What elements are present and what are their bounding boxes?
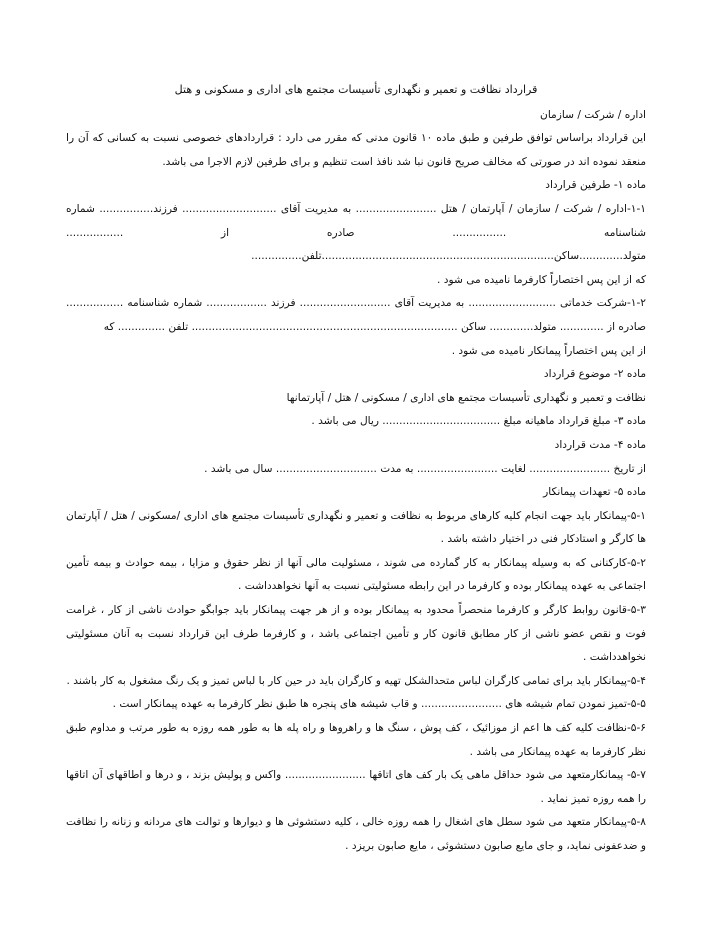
- clause-5-4: ۵-۴-پیمانکار باید برای تمامی کارگران لباس متحدالشکل تهیه و کارگران باید در حین کار با لباس تمیز و یک رنگ مشغول به کار باشند .: [66, 674, 646, 687]
- article-2-heading: ماده ۲- موضوع قرارداد: [543, 368, 646, 381]
- clause-5-5: ۵-۵-تمیز نمودن تمام شیشه های ........................ و قاب شیشه های پنجره ها طبق نظر کارفرما به عهده پیمانکار است .: [112, 698, 646, 711]
- clause-5-3: ۵-۳-قانون روابط کارگر و کارفرما منحصراً محدود به پیمانکار بوده و از هر جهت پیمانکار باید جوابگو حوادث ناشی از کار ، غرامت فوت و نقص عضو ناشی از کار مطابق قانون کار و تأمین اجتماعی باشد ، و کارفرما طرف این قرارداد نسبت به آنان مسئولیتی نخواهدداشت .: [66, 604, 646, 664]
- document-page: [66, 78, 646, 859]
- clause-5-2: ۵-۲-کارکنانی که به وسیله پیمانکار به کار گمارده می شوند ، مسئولیت مالی آنها از نظر حقوق و مزایا ، بیمه حوادث و بیمه تأمین اجتماعی به عهده پیمانکار بوده و کارفرما در این رابطه مسئولیتی نسبت به آنها نخواهدداشت .: [66, 556, 646, 593]
- duration-line: از تاریخ ........................ لغایت ........................ به مدت .............................. سال می باشد .: [204, 462, 646, 475]
- article-1-heading: ماده ۱- طرفین قرارداد: [545, 179, 646, 192]
- employer-definition: که از این پس اختصاراً کارفرما نامیده می شود .: [437, 273, 646, 286]
- clause-1-1: ۱-۱-اداره / شرکت / سازمان / آپارتمان / هتل ........................ به مدیریت آقای ............................ فرزند................ شماره شناسنامه ................ صادره از ................. متولد.............ساکن.....................................................................تلفن...............: [66, 202, 646, 263]
- clause-5-8: ۵-۸-پیمانکار متعهد می شود سطل های اشغال را همه روزه خالی ، کلیه دستشوئی ها و دیوارها و توالت های مردانه و زنانه را نظافت و ضدعفونی نماید، و جای مایع صابون دستشوئی ، مایع صابون بریزد .: [66, 816, 646, 852]
- article-3-heading: ماده ۳- مبلغ قرارداد ماهیانه مبلغ ................................... ریال می باشد .: [311, 415, 646, 428]
- document-title: قرارداد نظافت و تعمیر و نگهداری تأسیسات مجتمع های اداری و مسکونی و هتل: [174, 83, 538, 96]
- clause-5-7: ۵-۷- پیمانکارمتعهد می شود حداقل ماهی یک بار کف های اتاقها ........................ واکس و پولیش بزند ، و درها و اطاقهای آن اتاقها را همه روزه تمیز نماید .: [66, 769, 646, 805]
- contractor-definition: از این پس اختصاراً پیمانکار نامیده می شود .: [451, 344, 646, 357]
- intro-paragraph: این قرارداد براساس توافق طرفین و طبق ماده ۱۰ قانون مدنی که مقرر می دارد : قراردادهای خصوصی نسبت به کسانی که آن را منعقد نموده اند در صورتی که مخالف صریح قانون نبا شد نافذ است تنظیم و برای طرفین لازم الاجرا می باشد.: [66, 132, 646, 168]
- clause-5-1: ۵-۱-پیمانکار باید جهت انجام کلیه کارهای مربوط به نظافت و تعمیر و نگهداری تأسیسات مجتمع های اداری /مسکونی / هتل / آپارتمان ها کارگر و استادکار فنی در اختیار داشته باشد .: [66, 509, 646, 546]
- article-4-heading: ماده ۴- مدت قرارداد: [554, 438, 646, 451]
- clause-1-2: ۱-۲-شرکت خدماتی .......................... به مدیریت آقای ........................... فرزند .................. شماره شناسنامه ................. صادره از ............. متولد............. ساکن ............................................................................... تلفن .............. که: [66, 297, 646, 333]
- clause-5-6: ۵-۶-نظافت کلیه کف ها اعم از موزائیک ، کف پوش ، سنگ ها و راهروها و راه پله ها به طور همه روزه به طور مرتب و مداوم طبق نظر کارفرما به عهده پیمانکار می باشد .: [66, 722, 646, 758]
- article-5-heading: ماده ۵- تعهدات پیمانکار: [543, 486, 646, 499]
- organization-line: اداره / شرکت / سازمان: [540, 108, 646, 121]
- subject-line: نظافت و تعمیر و نگهداری تأسیسات مجتمع های اداری / مسکونی / هتل / آپارتمانها: [286, 391, 646, 404]
